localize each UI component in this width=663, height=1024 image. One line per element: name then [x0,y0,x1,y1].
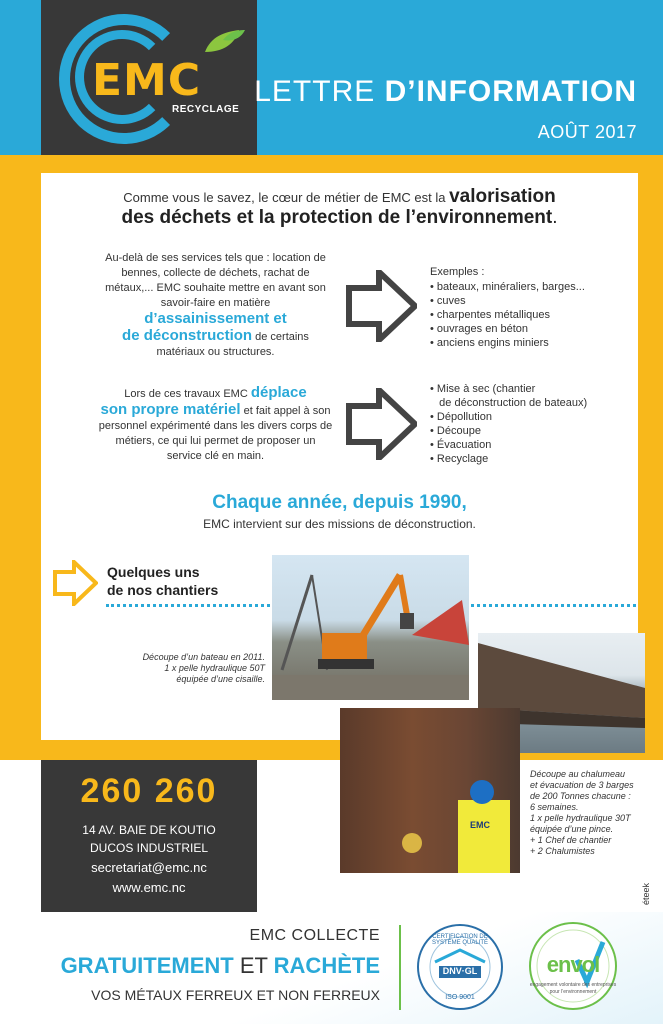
list-item: • Mise à sec (chantier [430,383,536,395]
list-item: • charpentes métalliques [430,309,551,321]
envol-label: envol [546,952,600,977]
arrow-right-icon [52,560,98,606]
photo-excavator [272,555,469,700]
phone-number[interactable]: 260 260 [80,772,218,810]
equipment-paragraph: Lors de ces travaux EMC déplace son propre matériel et fait appel à son personnel expérimenté dans les divers corps de métiers, ce qui lui permet de proposer un service clé en main. [98,384,333,462]
address-line-2: DUCOS INDUSTRIEL [89,841,208,855]
footer-metaux: VOS MÉTAUX FERREUX ET NON FERREUX [91,987,380,1003]
photo-caption-2: Découpe au chalumeau et évacuation de 3 barges de 200 Tonnes chacune : 6 semaines. 1 x pelle hydraulique 30T équipée d’une pince. + 1 Chef de chantier + 2 Chalumistes [530,769,634,856]
intro-line-1: Comme vous le savez, le cœur de métier de EMC est la valorisation [123,186,556,207]
list-item: • Recyclage [430,453,489,465]
welder-illustration [340,708,520,873]
services-list [430,382,630,466]
services-paragraph: Au-delà de ses services tels que : location de bennes, collecte de déchets, rachat de métaux,... EMC souhaite mettre en avant son savoir-faire en matière d’assainissement et de déconstruction de certains matériaux ou structures. [105,252,326,358]
iso-label: ISO 9001 [445,994,475,1001]
excavator-illustration [272,555,469,700]
footer-collecte: EMC COLLECTE [249,927,380,944]
logo-text: EMC [92,55,202,106]
examples-title: Exemples : [430,266,485,278]
list-item: • cuves [430,295,466,307]
website-link[interactable]: www.emc.nc [112,880,186,895]
intro-line-2: des déchets et la protection de l’environnement. [121,207,558,228]
list-item: • Dépollution [430,411,492,423]
dnv-arc-text: CERTIFICATION DE SYSTÈME QUALITÉ [431,934,488,946]
highlight-title: Chaque année, depuis 1990, [212,492,467,513]
leaf-icon [201,28,247,56]
page-title: LETTRE D’INFORMATION [254,75,637,108]
envol-subtitle: engagement volontaire des entreprises pour l’environnement [529,982,617,995]
list-item: • anciens engins miniers [430,337,549,349]
email-link[interactable]: secretariat@emc.nc [91,860,207,875]
arrow-right-icon [345,270,417,342]
list-item: • Découpe [430,425,481,437]
issue-date: AOÛT 2017 [537,122,637,142]
list-item: • Évacuation [430,439,492,451]
list-item: de déconstruction de bateaux) [430,397,588,409]
footer-slogan: GRATUITEMENT ET RACHÈTE [60,953,380,978]
chantiers-title: Quelques uns de nos chantiers [107,564,219,598]
photo-caption-1: Découpe d’un bateau en 2011. 1 x pelle hydraulique 50T équipée d’une cisaille. [142,652,265,684]
vest-logo: EMC [470,820,490,830]
list-item: • bateaux, minéraliers, barges... [430,281,585,293]
highlight-subtitle: EMC intervient sur des missions de déconstruction. [203,517,476,531]
photo-welder [340,708,520,873]
examples-list [430,265,630,350]
logo-subtext: RECYCLAGE [172,104,240,115]
address-line-1: 14 AV. BAIE DE KOUTIO [82,823,216,837]
arrow-right-icon [345,388,417,460]
agency-credit: éteek [641,882,651,905]
footer-divider [399,925,401,1010]
list-item: • ouvrages en béton [430,323,529,335]
dnv-label: DNV·GL [442,966,478,976]
